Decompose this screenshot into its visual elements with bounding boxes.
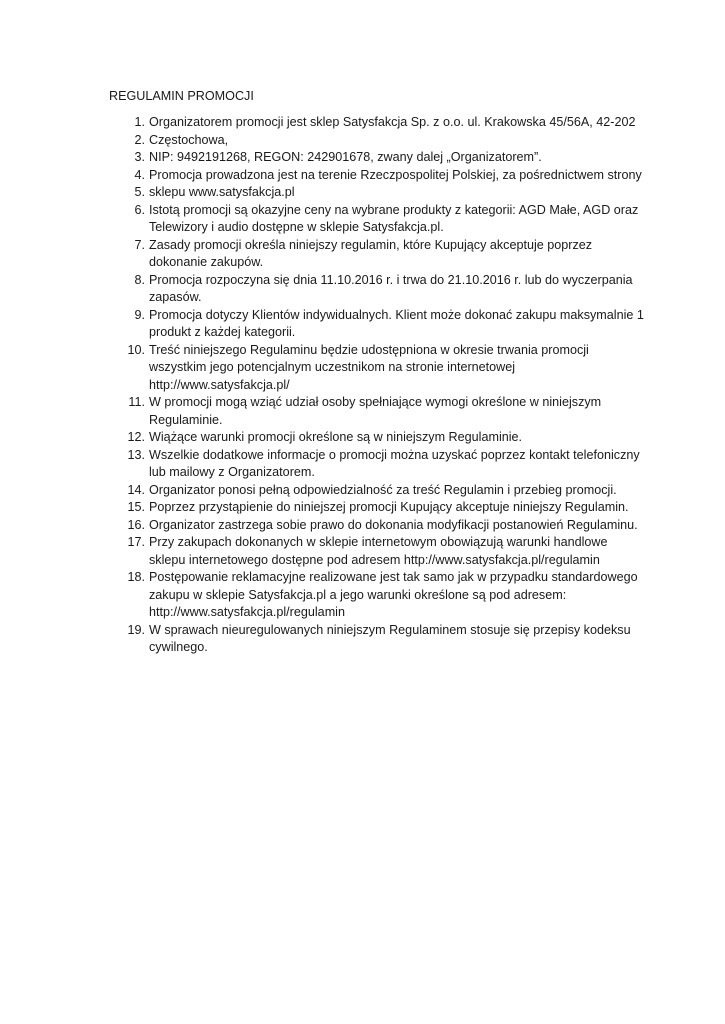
list-item-line: Organizator ponosi pełną odpowiedzialność za treść Regulamin i przebieg promocji.	[149, 482, 617, 497]
list-item-number: 14.	[127, 482, 145, 497]
list-item-line: Promocja rozpoczyna się dnia 11.10.2016 r. i trwa do 21.10.2016 r. lub do wyczerpania	[149, 272, 633, 287]
list-item-line: Wiążące warunki promocji określone są w niniejszym Regulaminie.	[149, 430, 523, 444]
list-item-line: Organizatorem promocji jest sklep Satysfakcja Sp. z o.o. ul. Krakowska 45/56A, 42-202	[149, 115, 636, 129]
list-item-line: zakupu w sklepie Satysfakcja.pl a jego warunki określone są pod adresem:	[149, 587, 567, 602]
list-item	[113, 149, 643, 167]
list-item-text	[149, 342, 643, 395]
list-item	[113, 622, 643, 657]
list-item-line: Istotą promocji są okazyjne ceny na wybrane produkty z kategorii: AGD Małe, AGD oraz	[149, 202, 639, 217]
list-item-number: 5.	[134, 185, 145, 199]
list-item	[113, 447, 643, 482]
list-item-number: 4.	[134, 167, 145, 182]
list-item	[113, 114, 643, 132]
list-item-text	[149, 184, 643, 202]
list-item-number: 7.	[134, 237, 145, 252]
list-item	[113, 394, 643, 429]
list-item	[113, 517, 643, 535]
list-item-text	[149, 447, 643, 482]
list-item	[113, 342, 643, 395]
list-item-text	[149, 394, 643, 429]
list-item-text	[149, 114, 643, 132]
list-item	[113, 167, 643, 185]
list-item-line: Telewizory i audio dostępne w sklepie Satysfakcja.pl.	[149, 220, 444, 234]
list-item-text	[149, 482, 643, 500]
list-item-line: sklepu internetowego dostępne pod adresem http://www.satysfakcja.pl/regulamin	[149, 552, 600, 567]
list-item	[113, 569, 643, 622]
list-item-line: Poprzez przystąpienie do niniejszej promocji Kupujący akceptuje niniejszy Regulamin.	[149, 500, 629, 514]
list-item-line: W sprawach nieuregulowanych niniejszym Regulaminem stosuje się przepisy kodeksu	[149, 622, 631, 637]
list-item-line: dokonanie zakupów.	[149, 255, 264, 269]
list-item-line: Wszelkie dodatkowe informacje o promocji można uzyskać poprzez kontakt telefoniczny	[149, 447, 640, 462]
list-item-number: 11.	[128, 395, 145, 409]
list-item-line: Zasady promocji określa niniejszy regulamin, które Kupujący akceptuje poprzez	[149, 237, 593, 252]
list-item-text	[149, 429, 643, 447]
list-item-line: Przy zakupach dokonanych w sklepie internetowym obowiązują warunki handlowe	[149, 535, 608, 549]
list-item-text	[149, 202, 643, 237]
list-item-number: 10.	[127, 342, 145, 357]
list-item-line: Organizator zastrzega sobie prawo do dokonania modyfikacji postanowień Regulaminu.	[149, 517, 638, 532]
list-item-text	[149, 499, 643, 517]
list-item-number: 16.	[127, 517, 145, 532]
list-item-text	[149, 237, 643, 272]
list-item-number: 13.	[127, 447, 145, 462]
list-item-line: Promocja prowadzona jest na terenie Rzeczpospolitej Polskiej, za pośrednictwem strony	[149, 167, 642, 182]
list-item-line: http://www.satysfakcja.pl/regulamin	[149, 605, 345, 619]
list-item-number: 15.	[127, 500, 145, 514]
list-item-text	[149, 569, 643, 622]
list-item-text	[149, 307, 644, 342]
list-item	[113, 132, 643, 150]
list-item-text	[149, 622, 643, 657]
list-item-number: 3.	[134, 150, 145, 164]
list-item	[113, 307, 643, 342]
list-item-line: Regulaminie.	[149, 412, 223, 427]
list-item-number: 18.	[127, 570, 145, 584]
list-item	[113, 429, 643, 447]
list-item-text	[149, 272, 643, 307]
list-item-number: 6.	[134, 202, 145, 217]
list-item-line: zapasów.	[149, 290, 202, 304]
list-item	[113, 237, 643, 272]
list-item	[113, 482, 643, 500]
list-item-line: Postępowanie reklamacyjne realizowane jest tak samo jak w przypadku standardowego	[149, 570, 638, 584]
list-item-number: 19.	[127, 622, 145, 637]
list-item-number: 9.	[134, 307, 145, 322]
list-item-number: 12.	[127, 430, 145, 444]
list-item-line: Promocja dotyczy Klientów indywidualnych. Klient może dokonać zakupu maksymalnie 1	[149, 307, 644, 322]
list-item	[113, 202, 643, 237]
list-item-line: lub mailowy z Organizatorem.	[149, 465, 315, 479]
list-item-line: wszystkim jego potencjalnym uczestnikom na stronie internetowej	[149, 360, 516, 374]
list-item	[113, 272, 643, 307]
list-item-text	[149, 534, 643, 569]
rules-list	[113, 114, 643, 657]
list-item	[113, 499, 643, 517]
list-item-text	[149, 517, 643, 535]
list-item	[113, 184, 643, 202]
list-item-line: Treść niniejszego Regulaminu będzie udostępniona w okresie trwania promocji	[149, 342, 589, 357]
list-item-number: 1.	[134, 115, 145, 129]
list-item-line: produkt z każdej kategorii.	[149, 325, 296, 339]
list-item-line: sklepu www.satysfakcja.pl	[149, 185, 295, 199]
list-item-text	[149, 132, 643, 150]
list-item-line: Częstochowa,	[149, 132, 229, 147]
list-item-line: http://www.satysfakcja.pl/	[149, 377, 290, 392]
list-item-line: cywilnego.	[149, 640, 208, 654]
list-item-number: 8.	[134, 272, 145, 287]
list-item-number: 17.	[127, 535, 145, 549]
list-item-number: 2.	[134, 132, 145, 147]
list-item-line: NIP: 9492191268, REGON: 242901678, zwany dalej „Organizatorem”.	[149, 150, 542, 164]
document-title: REGULAMIN PROMOCJI	[109, 89, 254, 103]
list-item-text	[149, 167, 643, 185]
list-item-line: W promocji mogą wziąć udział osoby spełniające wymogi określone w niniejszym	[149, 395, 602, 409]
list-item-text	[149, 149, 643, 167]
list-item	[113, 534, 643, 569]
